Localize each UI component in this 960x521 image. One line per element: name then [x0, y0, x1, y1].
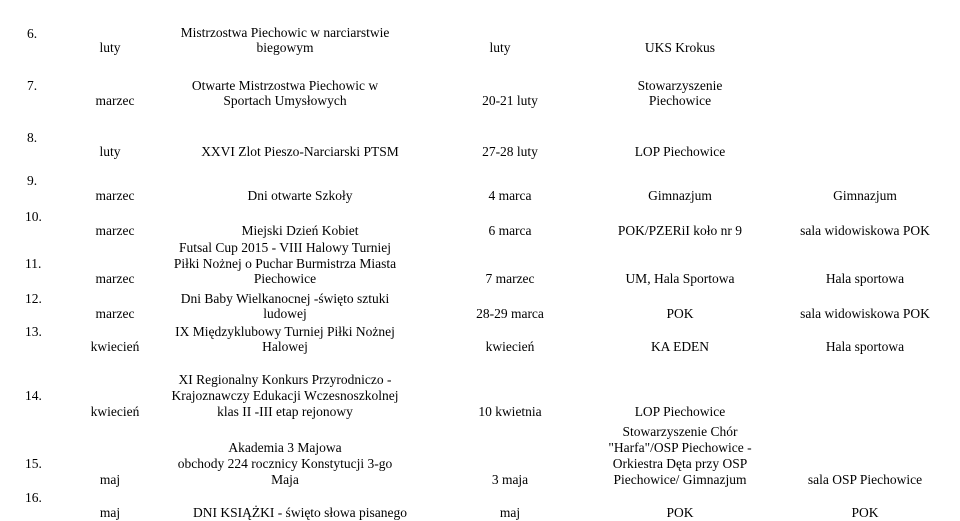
- row-month: kwiecień: [90, 404, 140, 419]
- row-venue: POK: [851, 505, 879, 520]
- row-organizer-line: Stowarzyszenie Chór: [622, 424, 738, 439]
- row-event: XXVI Zlot Pieszo-Narciarski PTSM: [201, 144, 399, 159]
- row-month: luty: [99, 40, 121, 55]
- row-month: marzec: [95, 93, 135, 108]
- row-event-line: Futsal Cup 2015 - VIII Halowy Turniej: [178, 240, 391, 255]
- row-number: 13.: [25, 324, 42, 339]
- row-event-line: Sportach Umysłowych: [223, 93, 347, 108]
- row-month: maj: [99, 505, 121, 520]
- row-event: Dni otwarte Szkoły: [247, 188, 353, 203]
- row-date: luty: [489, 40, 511, 55]
- row-month: kwiecień: [90, 339, 140, 354]
- row-organizer: POK/PZERiI koło nr 9: [617, 223, 743, 238]
- row-number: 12.: [25, 291, 42, 306]
- row-event-line: Halowej: [262, 339, 308, 354]
- row-number: 9.: [27, 173, 38, 188]
- row-event-line: Piechowice: [253, 271, 317, 286]
- row-event-line: XI Regionalny Konkurs Przyrodniczo -: [178, 372, 392, 387]
- row-number: 10.: [25, 209, 42, 224]
- row-event: DNI KSIĄŻKI - święto słowa pisanego: [192, 505, 408, 520]
- row-venue: sala OSP Piechowice: [807, 472, 923, 487]
- row-number: 16.: [25, 490, 42, 505]
- row-organizer: Gimnazjum: [648, 188, 712, 203]
- row-organizer: LOP Piechowice: [634, 404, 726, 419]
- row-event-line: klas II -III etap rejonowy: [217, 404, 353, 419]
- row-event-line: obchody 224 rocznicy Konstytucji 3-go: [177, 456, 393, 471]
- row-venue: sala widowiskowa POK: [800, 306, 930, 321]
- row-organizer-line: Piechowice: [648, 93, 712, 108]
- row-organizer: LOP Piechowice: [634, 144, 726, 159]
- row-event: Miejski Dzień Kobiet: [241, 223, 359, 238]
- row-date: maj: [499, 505, 521, 520]
- row-date: kwiecień: [485, 339, 535, 354]
- row-month: marzec: [95, 306, 135, 321]
- row-event-line: Krajoznawczy Edukacji Wczesnoszkolnej: [171, 388, 399, 403]
- row-event-line: Otwarte Mistrzostwa Piechowic w: [191, 78, 379, 93]
- row-organizer: UKS Krokus: [644, 40, 716, 55]
- row-number: 6.: [27, 26, 38, 41]
- row-month: marzec: [95, 223, 135, 238]
- row-date: 4 marca: [488, 188, 532, 203]
- row-number: 11.: [25, 256, 42, 271]
- row-event-line: Piłki Nożnej o Puchar Burmistrza Miasta: [173, 256, 397, 271]
- row-month: marzec: [95, 188, 135, 203]
- row-event-line: Maja: [271, 472, 299, 487]
- row-organizer-line: Orkiestra Dęta przy OSP: [612, 456, 748, 471]
- row-date: 20-21 luty: [482, 93, 538, 108]
- row-date: 10 kwietnia: [478, 404, 542, 419]
- row-month: maj: [99, 472, 121, 487]
- row-organizer-line: Piechowice/ Gimnazjum: [613, 472, 747, 487]
- row-date: 7 marzec: [485, 271, 535, 286]
- row-organizer-line: Stowarzyszenie: [637, 78, 723, 93]
- row-date: 3 maja: [491, 472, 529, 487]
- row-organizer: POK: [666, 306, 694, 321]
- row-organizer-line: "Harfa"/OSP Piechowice -: [608, 440, 752, 455]
- row-number: 15.: [25, 456, 42, 471]
- row-month: luty: [99, 144, 121, 159]
- row-date: 27-28 luty: [482, 144, 538, 159]
- row-event-line: Mistrzostwa Piechowic w narciarstwie: [180, 25, 390, 40]
- row-month: marzec: [95, 271, 135, 286]
- row-venue: Hala sportowa: [825, 271, 905, 286]
- row-event-line: Dni Baby Wielkanocnej -święto sztuki: [180, 291, 390, 306]
- row-date: 6 marca: [488, 223, 532, 238]
- row-event-line: ludowej: [263, 306, 307, 321]
- row-organizer: POK: [666, 505, 694, 520]
- row-number: 14.: [25, 388, 42, 403]
- row-venue: Gimnazjum: [833, 188, 897, 203]
- row-date: 28-29 marca: [476, 306, 544, 321]
- row-event-line: biegowym: [256, 40, 314, 55]
- row-number: 8.: [27, 130, 38, 145]
- row-event-line: Akademia 3 Majowa: [228, 440, 342, 455]
- row-venue: sala widowiskowa POK: [800, 223, 930, 238]
- row-organizer: UM, Hala Sportowa: [625, 271, 735, 286]
- row-venue: Hala sportowa: [825, 339, 905, 354]
- row-number: 7.: [27, 78, 38, 93]
- row-organizer: KA EDEN: [650, 339, 710, 354]
- row-event-line: IX Międzyklubowy Turniej Piłki Nożnej: [175, 324, 395, 339]
